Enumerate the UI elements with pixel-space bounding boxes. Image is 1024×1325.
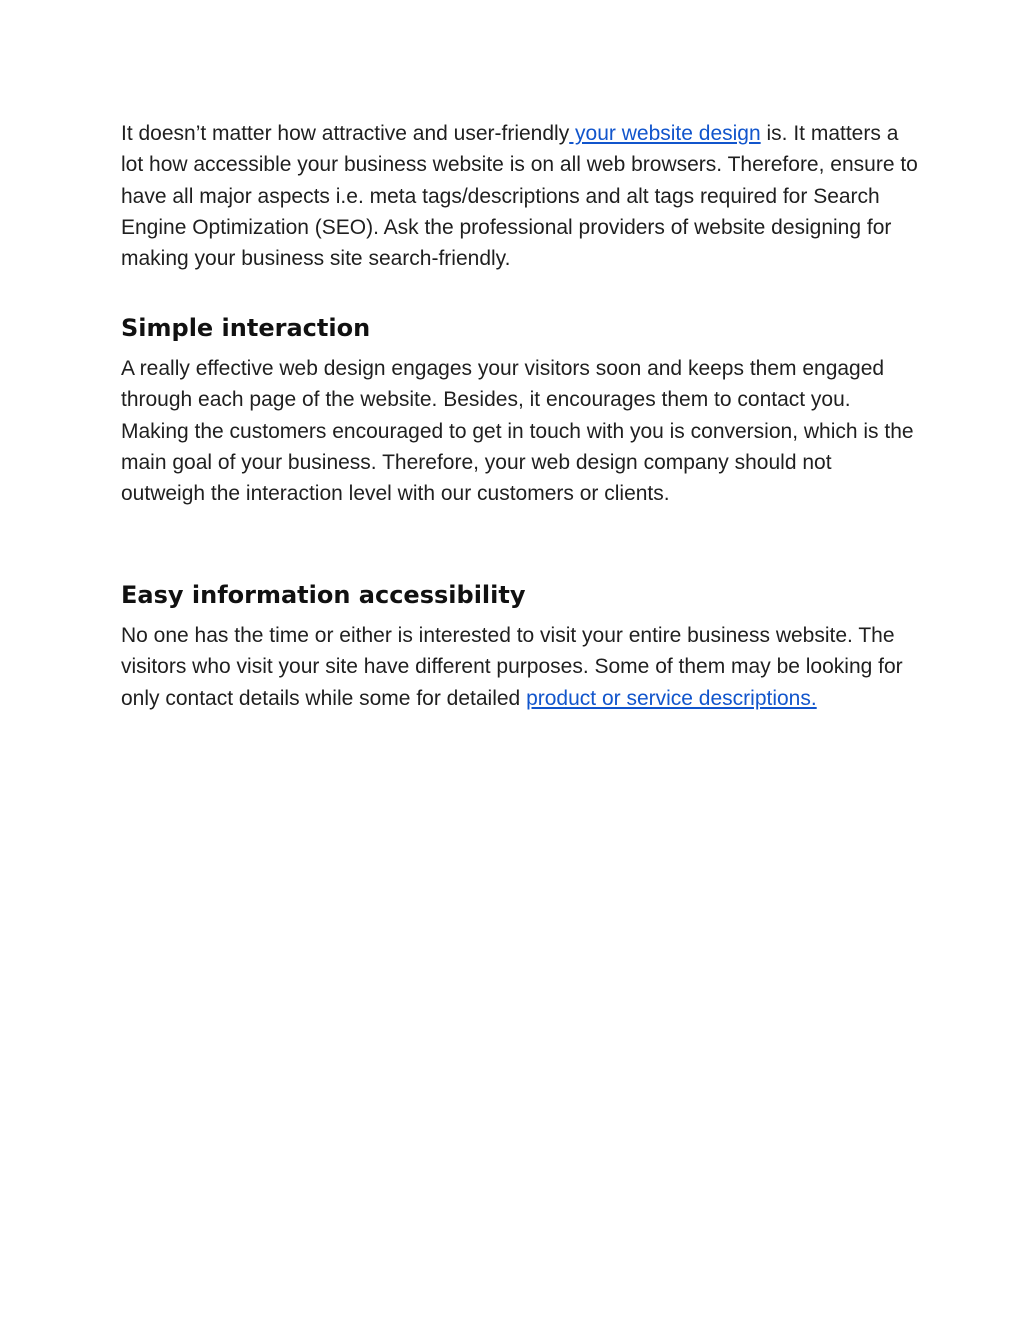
- easy-accessibility-paragraph: [121, 620, 921, 714]
- easy-accessibility-heading: Easy information accessibility: [121, 581, 526, 609]
- website-design-link[interactable]: your website design: [569, 122, 761, 145]
- intro-text-after-link: is. It matters a lot how accessible your business website is on all web browsers. Therefore, ensure to have all major aspects i.e. meta tags/descriptions and alt tags required for Search Engine Optimization (SEO). Ask the professional providers of website designing for making your business site search-friendly.: [121, 122, 918, 271]
- simple-interaction-heading: Simple interaction: [121, 314, 371, 342]
- product-service-descriptions-link[interactable]: product or service descriptions.: [526, 686, 817, 710]
- accessibility-text-before-link: No one has the time or either is interested to visit your entire business website. The visitors who visit your site have different purposes. Some of them may be looking for only contact details while some for detailed: [121, 624, 903, 710]
- simple-interaction-paragraph: A really effective web design engages your visitors soon and keeps them engaged through each page of the website. Besides, it encourages them to contact you. Making the customers encouraged to get in touch with you is conversion, which is the main goal of your business. Therefore, your web design company should not outweigh the interaction level with our customers or clients.: [121, 357, 914, 506]
- intro-paragraph: [121, 118, 921, 274]
- intro-text-before-link: It doesn’t matter how attractive and user-friendly: [121, 122, 570, 145]
